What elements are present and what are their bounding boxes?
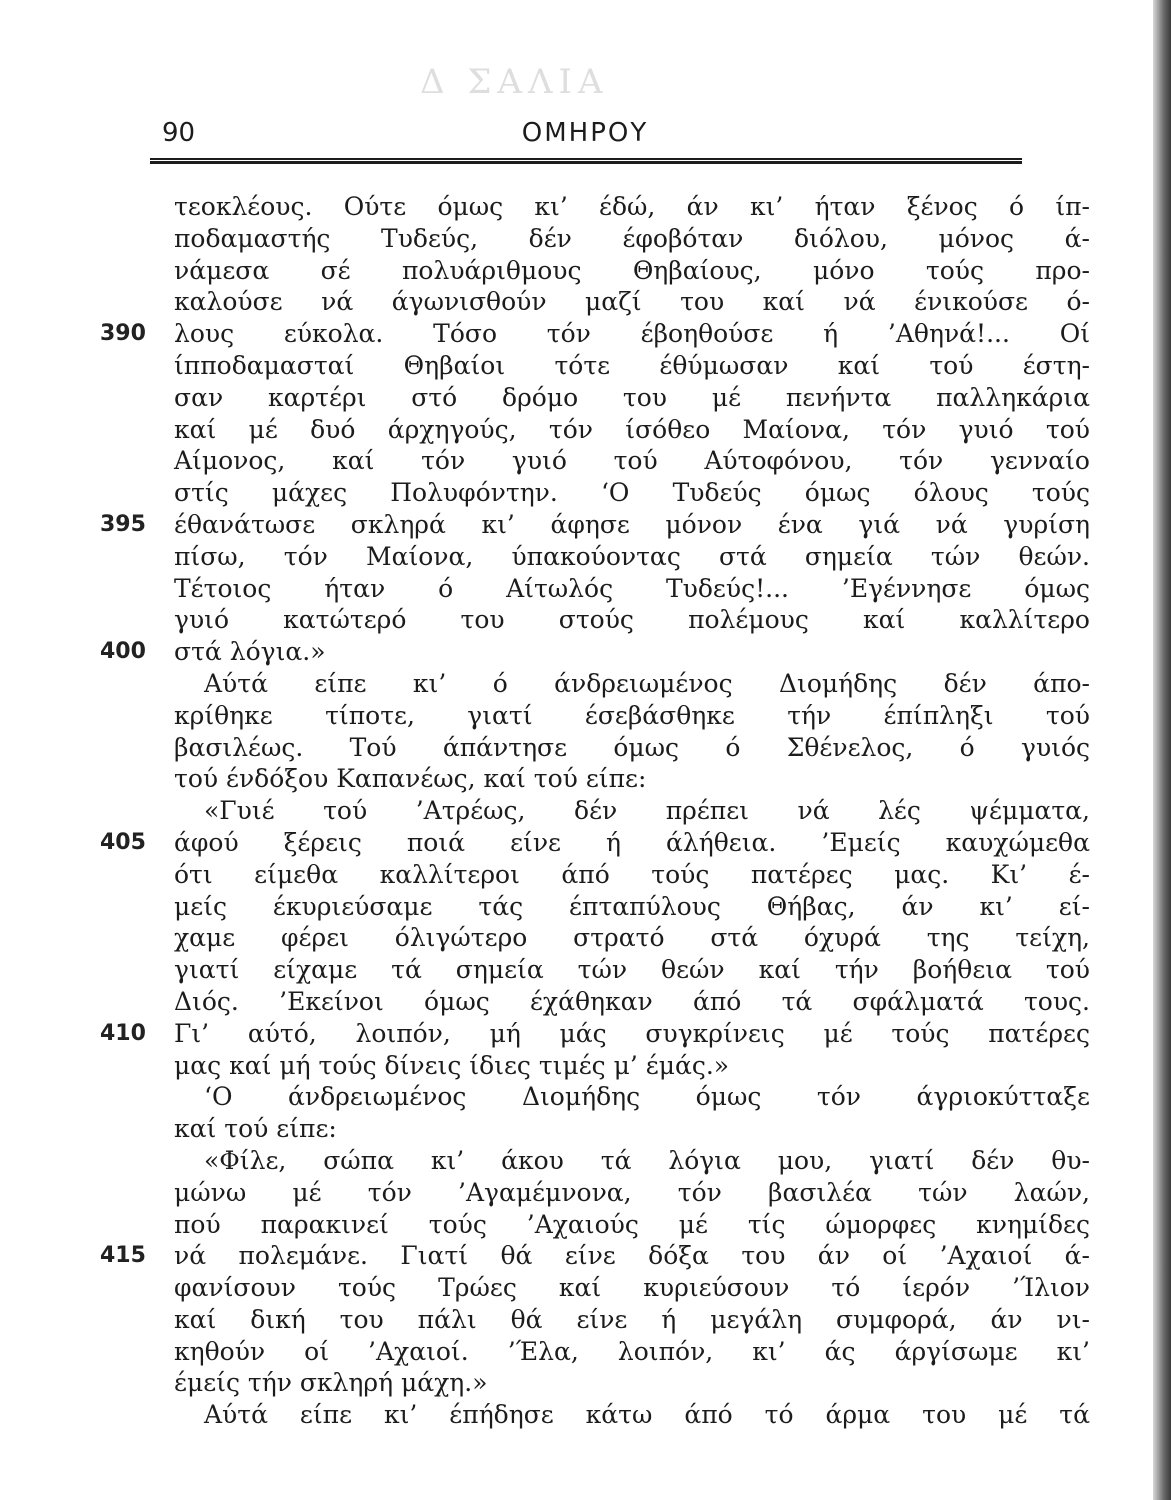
text-line [100,986,1090,1018]
text-line [100,1177,1090,1209]
line-text: ‘Ο άνδρειωμένος Διομήδης όμως τόν άγριοκύτταξε [204,1082,1090,1112]
line-text: Διός. ’Εκείνοι όμως έχάθηκαν άπό τά σφάλματά τους. [174,986,1090,1016]
line-text: άφού ξέρεις ποιά είνε ή άλήθεια. ’Εμείς καυχώμεθα [174,827,1090,857]
text-line [100,318,1090,350]
line-number: 410 [100,1020,146,1046]
line-text: γυιό κατώτερό του στούς πολέμους καί καλλίτερο [174,605,1090,635]
line-text: νά πολεμάνε. Γιατί θά είνε δόξα του άν οί ’Αχαιοί ά- [174,1241,1090,1271]
page-number: 90 [162,118,196,148]
line-text: καί τού είπε: [174,1114,337,1144]
text-line [100,286,1090,318]
text-line [100,1272,1090,1304]
text-line [100,1145,1090,1177]
page-header [150,118,1020,158]
line-text: κρίθηκε τίποτε, γιατί έσεβάσθηκε τήν έπίπληξι τού [174,700,1090,730]
text-line [100,891,1090,923]
line-text: βασιλέως. Τού άπάντησε όμως ό Σθένελος, ό γυιός [174,732,1090,762]
line-number: 400 [100,639,146,665]
text-line [100,1240,1090,1272]
line-number: 395 [100,511,146,537]
line-text: μώνω μέ τόν ’Αγαμέμνονα, τόν βασιλέα τών λαών, [174,1177,1090,1207]
line-text: έμείς τήν σκληρή μάχη.» [174,1368,488,1398]
line-text: ότι είμεθα καλλίτεροι άπό τούς πατέρες μας. Κι’ έ- [174,859,1090,889]
line-text: νάμεσα σέ πολυάριθμους Θηβαίους, μόνο τούς προ- [174,255,1090,285]
line-text: μας καί μή τούς δίνεις ίδιες τιμές μ’ έμάς.» [174,1050,730,1080]
running-title: ΟΜΗΡΟΥ [521,118,649,148]
line-text: κηθούν οί ’Αχαιοί. ’Έλα, λοιπόν, κι’ άς άργίσωμε κι’ [174,1336,1090,1366]
text-line [100,1367,1030,1399]
text-line [100,668,1090,700]
text-line [100,1018,1090,1050]
text-line [100,859,1090,891]
text-line [100,445,1090,477]
line-text: λους εύκολα. Τόσο τόν έβοηθούσε ή ’Αθηνά!... Οί [174,319,1090,349]
line-text: φανίσουν τούς Τρώες καί κυριεύσουν τό ίερόν ’Ίλιον [174,1273,1090,1303]
line-text: «Φίλε, σώπα κι’ άκου τά λόγια μου, γιατί δέν θυ- [204,1145,1090,1175]
line-text: Αύτά είπε κι’ έπήδησε κάτω άπό τό άρμα του μέ τά [204,1400,1090,1430]
line-text: έθανάτωσε σκληρά κι’ άφησε μόνον ένα γιά νά γυρίση [174,509,1090,539]
line-number: 405 [100,829,146,855]
text-line [100,604,1090,636]
text-line [100,414,1090,446]
line-text: Τέτοιος ήταν ό Αίτωλός Τυδεύς!... ’Εγέννησε όμως [174,573,1090,603]
line-text: καλούσε νά άγωνισθούν μαζί του καί νά ένικούσε ό- [174,287,1090,317]
text-line [100,1336,1090,1368]
text-line [100,922,1090,954]
line-text: ίπποδαμασταί Θηβαίοι τότε έθύμωσαν καί τού έστη- [174,350,1090,380]
text-line [100,795,1090,827]
text-line [100,763,1030,795]
line-text: «Γυιέ τού ’Ατρέως, δέν πρέπει νά λές ψέμματα, [204,796,1090,826]
text-line [100,573,1090,605]
line-number: 415 [100,1243,146,1269]
line-text: χαμε φέρει όλιγώτερο στρατό στά όχυρά της τείχη, [174,923,1090,953]
text-line [100,255,1090,287]
line-number: 390 [100,321,146,347]
text-line [100,477,1090,509]
text-line [100,700,1090,732]
text-line [100,954,1090,986]
text-line [100,636,1030,668]
text-line [100,1081,1090,1113]
page-edge-shadow [1153,0,1171,1500]
line-text: πού παρακινεί τούς ’Αχαιούς μέ τίς ώμορφες κνημίδες [174,1209,1090,1239]
line-text: πίσω, τόν Μαίονα, ύπακούοντας στά σημεία τών θεών. [174,541,1090,571]
line-text: στά λόγια.» [174,637,326,667]
text-line [100,382,1090,414]
text-line [100,223,1090,255]
text-line [100,1399,1090,1431]
line-text: γιατί είχαμε τά σημεία τών θεών καί τήν βοήθεια τού [174,955,1090,985]
text-line [100,541,1090,573]
line-text: σαν καρτέρι στό δρόμο του μέ πενήντα παλληκάρια [174,382,1090,412]
line-text: στίς μάχες Πολυφόντην. ‘Ο Τυδεύς όμως όλους τούς [174,478,1090,508]
line-text: Γι’ αύτό, λοιπόν, μή μάς συγκρίνεις μέ τούς πατέρες [174,1018,1090,1048]
line-text: τεοκλέους. Ούτε όμως κι’ έδώ, άν κι’ ήταν ξένος ό ίπ- [174,192,1090,221]
bleed-through-text: Δ ΣΑΛΙΑ [420,62,609,102]
line-text: καί δική του πάλι θά είνε ή μεγάλη συμφορά, άν νι- [174,1304,1090,1334]
line-text: Αίμονος, καί τόν γυιό τού Αύτοφόνου, τόν γενναίο [174,446,1090,476]
line-text: τού ένδόξου Καπανέως, καί τού είπε: [174,764,647,794]
text-line [100,827,1090,859]
body-text [100,191,1090,1431]
text-line [100,1209,1090,1241]
line-text: καί μέ δυό άρχηγούς, τόν ίσόθεο Μαίονα, τόν γυιό τού [174,414,1090,444]
line-text: μείς έκυριεύσαμε τάς έπταπύλους Θήβας, άν κι’ εί- [174,891,1090,921]
line-text: Αύτά είπε κι’ ό άνδρειωμένος Διομήδης δέν άπο- [204,668,1090,698]
header-rule [150,158,1022,164]
text-line [100,509,1090,541]
text-line [100,732,1090,764]
text-line [100,1304,1090,1336]
text-line [100,1050,1030,1082]
text-line [100,1113,1030,1145]
text-line [100,350,1090,382]
line-text: ποδαμαστής Τυδεύς, δέν έφοβόταν διόλου, μόνος ά- [174,223,1090,253]
text-line [100,191,1090,223]
